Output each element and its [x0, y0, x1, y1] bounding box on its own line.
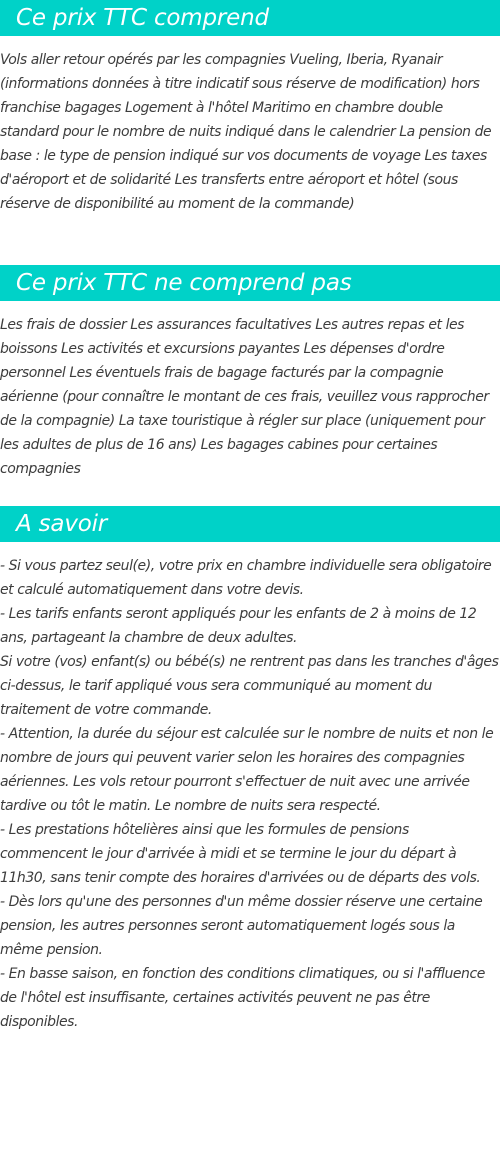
- good-to-know-paragraph: - Si vous partez seul(e), votre prix en chambre individuelle sera obligatoire et calculé automatiquement dans votre devis.: [0, 558, 492, 598]
- good-to-know-paragraph: - Les tarifs enfants seront appliqués pour les enfants de 2 à moins de 12 ans, partageant la chambre de deux adultes.: [0, 606, 477, 646]
- excluded-text: Les frais de dossier Les assurances facultatives Les autres repas et les boissons Les activités et excursions payantes Les dépenses d'ordre personnel Les éventuels frais de bagage facturés par la compagnie aérienne (pour connaître le montant de ces frais, veuillez vous rapprocher de la compagnie) La taxe touristique à régler sur place (uniquement pour les adultes de plus de 16 ans) Les bagages cabines pour certaines compagnies: [0, 317, 489, 477]
- good-to-know-header: [0, 506, 500, 542]
- good-to-know-paragraph: - Attention, la durée du séjour est calculée sur le nombre de nuits et non le nombre de jours qui peuvent varier selon les horaires des compagnies aériennes. Les vols retour pourront s'effectuer de nuit avec une arrivée tardive ou tôt le matin. Le nombre de nuits sera respecté.: [0, 726, 494, 814]
- excluded-header: [0, 265, 500, 301]
- good-to-know-paragraph: - Les prestations hôtelières ainsi que les formules de pensions commencent le jour d'arrivée à midi et se termine le jour du départ à 11h30, sans tenir compte des horaires d'arrivées ou de départs des vols.: [0, 822, 481, 886]
- included-section: [0, 0, 500, 216]
- included-header: [0, 0, 500, 36]
- good-to-know-paragraph: Si votre (vos) enfant(s) ou bébé(s) ne rentrent pas dans les tranches d'âges ci-dessus, le tarif appliqué vous sera communiqué au moment du traitement de votre commande.: [0, 654, 499, 718]
- good-to-know-text: [0, 542, 500, 1034]
- included-text: Vols aller retour opérés par les compagnies Vueling, Iberia, Ryanair (informations données à titre indicatif sous réserve de modification) hors franchise bagages Logement à l'hôtel Maritimo en chambre double standard pour le nombre de nuits indiqué dans le calendrier La pension de base : le type de pension indiqué sur vos documents de voyage Les taxes d'aéroport et de solidarité Les transferts entre aéroport et hôtel (sous réserve de disponibilité au moment de la commande): [0, 52, 492, 212]
- good-to-know-section: [0, 506, 500, 1034]
- good-to-know-title: A savoir: [16, 511, 108, 537]
- excluded-section: [0, 265, 500, 481]
- included-title: Ce prix TTC comprend: [16, 5, 269, 31]
- good-to-know-paragraph: - En basse saison, en fonction des conditions climatiques, ou si l'affluence de l'hôtel est insuffisante, certaines activités peuvent ne pas être disponibles.: [0, 966, 485, 1030]
- excluded-title: Ce prix TTC ne comprend pas: [16, 270, 352, 296]
- good-to-know-paragraph: - Dès lors qu'une des personnes d'un même dossier réserve une certaine pension, les autres personnes seront automatiquement logés sous la même pension.: [0, 894, 483, 958]
